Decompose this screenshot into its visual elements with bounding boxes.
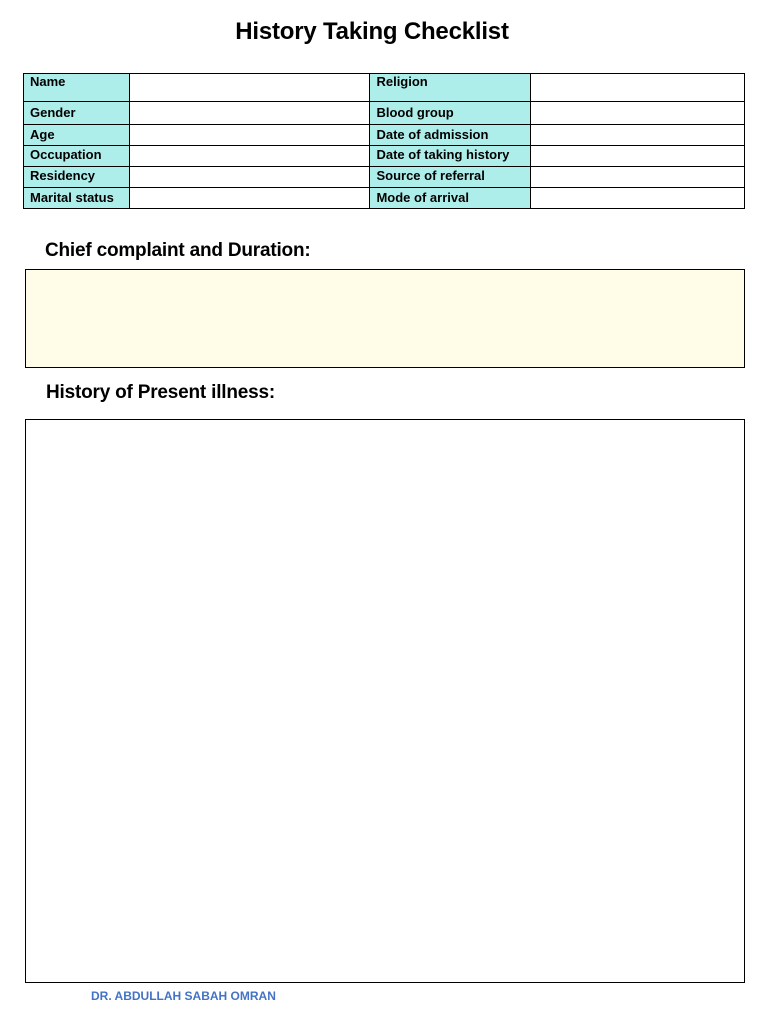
table-row [24, 167, 745, 188]
religion-label: Religion [370, 74, 530, 102]
religion-field[interactable] [530, 74, 744, 102]
residency-field[interactable] [130, 167, 370, 188]
name-label: Name [24, 74, 130, 102]
table-row [24, 146, 745, 167]
patient-info-table [23, 73, 745, 209]
date-of-admission-field[interactable] [530, 125, 744, 146]
footer-author: DR. ABDULLAH SABAH OMRAN [91, 989, 276, 1003]
source-of-referral-label: Source of referral [370, 167, 530, 188]
date-of-admission-label: Date of admission [370, 125, 530, 146]
chief-complaint-heading: Chief complaint and Duration: [45, 240, 311, 261]
blood-group-field[interactable] [530, 102, 744, 125]
mode-of-arrival-field[interactable] [530, 188, 744, 209]
name-field[interactable] [130, 74, 370, 102]
marital-status-label: Marital status [24, 188, 130, 209]
blood-group-label: Blood group [370, 102, 530, 125]
table-row [24, 102, 745, 125]
age-label: Age [24, 125, 130, 146]
residency-label: Residency [24, 167, 130, 188]
chief-complaint-box[interactable] [25, 269, 745, 368]
mode-of-arrival-label: Mode of arrival [370, 188, 530, 209]
present-illness-heading: History of Present illness: [46, 382, 276, 403]
date-of-taking-history-field[interactable] [530, 146, 744, 167]
present-illness-box[interactable] [25, 419, 745, 983]
table-row [24, 125, 745, 146]
table-row [24, 188, 745, 209]
source-of-referral-field[interactable] [530, 167, 744, 188]
page-title: History Taking Checklist [235, 18, 509, 45]
occupation-field[interactable] [130, 146, 370, 167]
occupation-label: Occupation [24, 146, 130, 167]
gender-field[interactable] [130, 102, 370, 125]
age-field[interactable] [130, 125, 370, 146]
date-of-taking-history-label: Date of taking history [370, 146, 530, 167]
marital-status-field[interactable] [130, 188, 370, 209]
gender-label: Gender [24, 102, 130, 125]
table-row [24, 74, 745, 102]
